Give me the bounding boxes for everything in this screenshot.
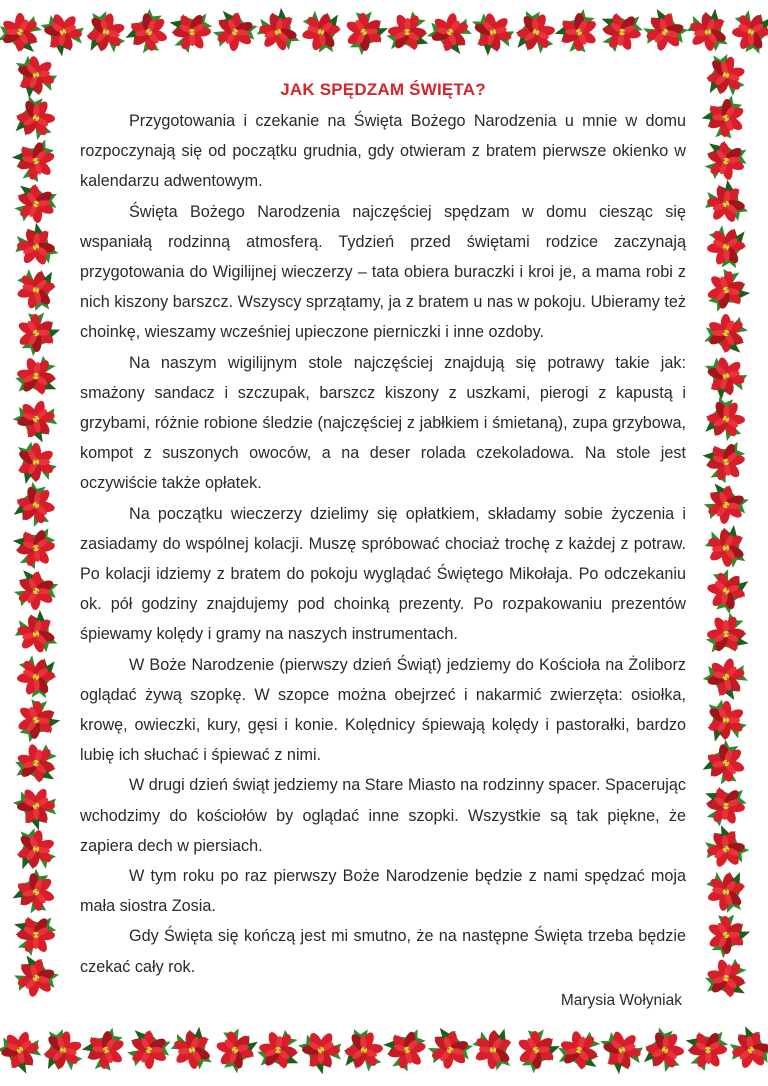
poinsettia-icon xyxy=(704,314,749,354)
poinsettia-icon xyxy=(697,89,754,147)
poinsettia-icon xyxy=(211,1024,260,1077)
poinsettia-icon xyxy=(425,9,475,55)
poinsettia-icon xyxy=(122,4,174,59)
poinsettia-icon xyxy=(249,2,308,60)
poinsettia-icon xyxy=(377,1020,436,1079)
poinsettia-icon xyxy=(514,8,557,56)
paragraph: Święta Bożego Narodzenia najczęściej spędzam w domu ciesząc się wspaniałą rodzinną atmosferą. Tydzień przed świętami rodzice zaczynają przygotowania do Wigilijnej wieczerzy – tata obiera buraczki i kroi je, a mama robi z nich kiszony barszcz. Wszyscy sprzątamy, ja z bratem u nas w pokoju. Ubieramy też choinkę, wieszamy wcześniej upieczone pierniczki i inne ozdoby. xyxy=(80,202,686,342)
page-title: JAK SPĘDZAM ŚWIĘTA? xyxy=(280,80,486,99)
poinsettia-icon xyxy=(8,350,63,403)
poinsettia-icon xyxy=(12,480,59,531)
poinsettia-icon xyxy=(509,1022,563,1079)
poinsettia-icon xyxy=(700,954,753,1004)
paragraph: W tym roku po raz pierwszy Boże Narodzenie będzie z nami spędzać moja mała siostra Zosia. xyxy=(80,867,686,916)
poinsettia-icon xyxy=(11,954,62,1001)
essay xyxy=(80,78,686,1016)
poinsettia-icon xyxy=(698,779,754,833)
poinsettia-icon xyxy=(15,653,58,700)
poinsettia-icon xyxy=(703,566,750,617)
poinsettia-icon xyxy=(0,13,42,52)
paragraph: Gdy Święta się kończą jest mi smutno, że na następne Święta trzeba będzie czekać cały rok. xyxy=(80,927,686,976)
poinsettia-icon xyxy=(705,223,748,270)
poinsettia-icon xyxy=(696,347,755,406)
poinsettia-icon xyxy=(211,10,258,53)
poinsettia-icon xyxy=(250,1024,305,1077)
poinsettia-icon xyxy=(77,1020,134,1079)
poinsettia-icon xyxy=(37,1023,87,1076)
paragraph: W Boże Narodzenie (pierwszy dzień Świąt) jedziemy do Kościoła na Żoliborz oglądać żywą szopkę. W szopce można obejrzeć i nakarmić zwierzęta: osiołka, krowę, owieczki, kury, gęsi i konie. Kolędnicy śpiewają kolędy i pastorałki, bardzo lubię ich słuchać i śpiewać z nimi. xyxy=(80,655,686,765)
poinsettia-icon xyxy=(679,1021,737,1077)
poinsettia-icon xyxy=(697,261,755,320)
poinsettia-icon xyxy=(696,433,755,491)
poinsettia-icon xyxy=(702,482,750,526)
poinsettia-icon xyxy=(298,7,345,58)
poinsettia-icon xyxy=(551,3,607,61)
poinsettia-icon xyxy=(592,1021,651,1079)
poinsettia-icon xyxy=(7,218,65,275)
poinsettia-icon xyxy=(337,4,391,61)
poinsettia-icon xyxy=(697,606,755,662)
paragraph: Na początku wieczerzy dzielimy się opłatkiem, składamy sobie życzenia i zasiadamy do wspólnej kolacji. Muszę spróbować chociaż trochę z każdej z potraw. Po kolacji idziemy z bratem do pokoju wyglądać Świętego Mikołaja. Po odczekaniu ok. pół godziny znajdujemy pod choinką prezenty. Po rozpakowaniu prezentów śpiewamy kolędy i gramy na naszych instrumentach. xyxy=(80,504,686,644)
poinsettia-icon xyxy=(81,6,131,59)
poinsettia-icon xyxy=(127,1030,172,1070)
poinsettia-icon xyxy=(700,653,753,702)
poinsettia-icon xyxy=(7,604,66,663)
poinsettia-icon xyxy=(8,691,65,750)
poinsettia-icon xyxy=(7,46,65,105)
poinsettia-icon xyxy=(6,131,65,190)
author-signature: Marysia Wołyniak xyxy=(560,991,682,1009)
poinsettia-icon xyxy=(705,396,746,442)
poinsettia-icon xyxy=(639,7,692,56)
poinsettia-icon xyxy=(679,2,737,61)
paragraph: Przygotowania i czekanie na Święta Bożego Narodzenia u mnie w domu rozpoczynają się od początku grudnia, gdy otwieram z bratem pierwsze okienko w kalendarzu adwentowym. xyxy=(80,112,686,191)
poinsettia-icon xyxy=(7,907,64,962)
paragraph: W drugi dzień świąt jedziemy na Stare Miasto na rodzinny spacer. Spacerując wchodzimy do kościołów by oglądać inne szopki. Wszystkie są tak piękne, że zapiera dech w piersiach. xyxy=(80,776,686,855)
poinsettia-icon xyxy=(643,1026,686,1073)
poinsettia-icon xyxy=(33,4,92,62)
poinsettia-icon xyxy=(12,264,60,316)
poinsettia-icon xyxy=(732,10,768,55)
poinsettia-icon xyxy=(701,864,753,919)
poinsettia-icon xyxy=(698,518,755,577)
poinsettia-icon xyxy=(15,95,56,140)
poinsettia-icon xyxy=(724,1023,768,1075)
poinsettia-icon xyxy=(702,49,750,101)
poinsettia-icon xyxy=(342,1026,385,1074)
poinsettia-icon xyxy=(701,138,751,183)
poinsettia-icon xyxy=(9,394,63,445)
poinsettia-icon xyxy=(594,5,649,58)
poinsettia-icon xyxy=(13,570,59,611)
poinsettia-icon xyxy=(10,864,62,919)
poinsettia-icon xyxy=(379,5,436,60)
poinsettia-icon xyxy=(699,907,754,964)
paragraph: Na naszym wigilijnym stole najczęściej znajdują się potrawy takie jak: smażony sandacz i szczupak, barszcz kiszony z uszkami, pierogi z kapustą i grzybami, różnie robione śledzie (najczęściej z jabłkiem i śmietaną), zupa grzybowa, kompot z suszonych owoców, a na deser rolada czekoladowa. Na stole jest oczywiście także opłatek. xyxy=(80,353,686,493)
poinsettia-icon xyxy=(463,3,522,62)
poinsettia-icon xyxy=(6,519,65,577)
poinsettia-icon xyxy=(9,305,64,362)
poinsettia-icon xyxy=(7,779,64,834)
poinsettia-icon xyxy=(697,175,756,233)
poinsettia-icon xyxy=(10,740,62,788)
poinsettia-icon xyxy=(163,3,221,59)
poinsettia-icon xyxy=(554,1027,605,1074)
poinsettia-icon xyxy=(0,1025,47,1077)
poinsettia-icon xyxy=(9,822,61,877)
poinsettia-icon xyxy=(163,1020,221,1079)
poinsettia-icon xyxy=(8,433,64,491)
poinsettia-icon xyxy=(292,1022,350,1078)
poinsettia-icon xyxy=(12,182,60,225)
poinsettia-icon xyxy=(466,1021,521,1078)
poinsettia-icon xyxy=(700,736,751,790)
poinsettia-icon xyxy=(698,822,754,875)
poinsettia-icon xyxy=(425,1026,475,1072)
